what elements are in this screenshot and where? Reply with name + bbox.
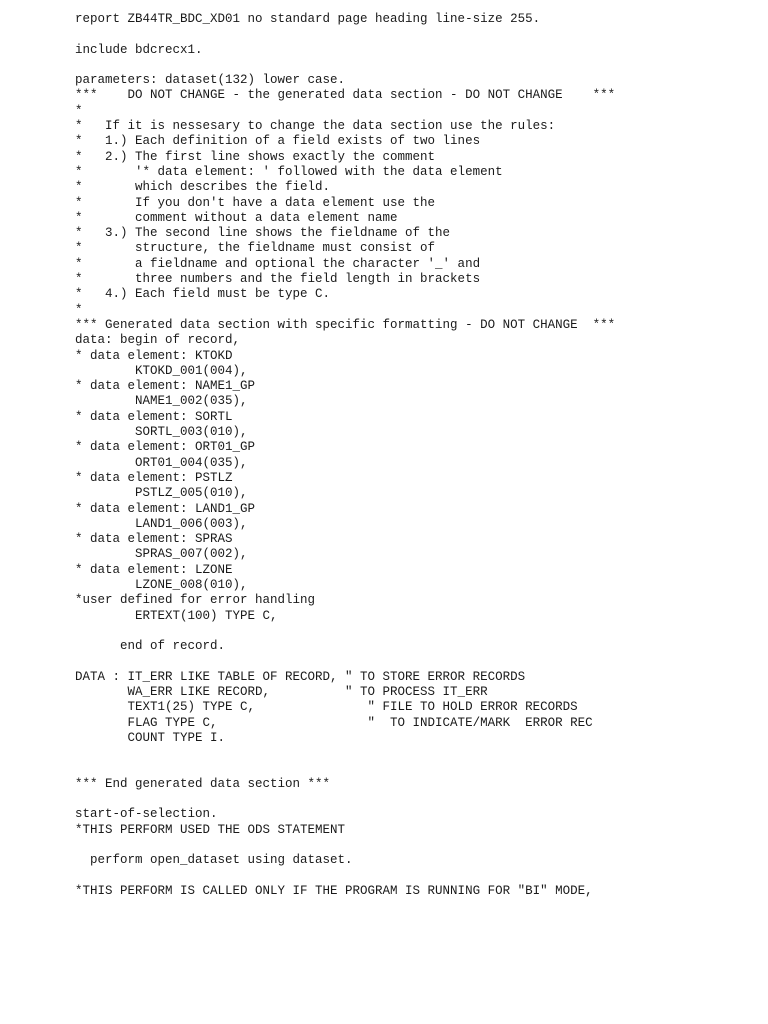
code-line: perform open_dataset using dataset. [75,853,353,868]
code-line: report ZB44TR_BDC_XD01 no standard page heading line-size 255. [75,12,541,26]
code-line: * 4.) Each field must be type C. [75,287,331,302]
code-line: * structure, the fieldname must consist of [75,241,436,256]
code-line: ERTEXT(100) TYPE C, [75,608,278,623]
code-line: * data element: ORT01_GP [75,440,256,455]
code-line: * 3.) The second line shows the fieldname of the [75,226,451,241]
code-line: * data element: KTOKD [75,348,233,363]
code-line: SPRAS_007(002), [75,547,248,562]
code-line: * data element: SPRAS [75,532,233,547]
code-line: * data element: SORTL [75,409,233,424]
code-line [75,746,755,761]
code-line: KTOKD_001(004), [75,363,248,378]
code-line: *** DO NOT CHANGE - the generated data section - DO NOT CHANGE *** [75,88,616,103]
code-line: * If it is nessesary to change the data section use the rules: [75,119,556,134]
code-line [75,27,755,42]
code-line [75,762,755,777]
code-line: *** End generated data section *** [75,776,331,791]
code-line: data: begin of record, [75,333,241,348]
code-line: parameters: dataset(132) lower case. [75,73,346,88]
code-line: LZONE_008(010), [75,577,248,592]
code-line: * [75,103,83,118]
code-line [75,624,755,639]
code-line: * If you don't have a data element use the [75,195,436,210]
code-line [75,58,755,73]
code-line: * [75,302,83,317]
code-line: COUNT TYPE I. [75,730,226,745]
code-listing [75,12,755,899]
code-line: ORT01_004(035), [75,455,248,470]
code-line: * which describes the field. [75,180,331,195]
code-line: *user defined for error handling [75,593,316,608]
code-line: TEXT1(25) TYPE C, " FILE TO HOLD ERROR RECORDS [75,700,578,715]
code-line: start-of-selection. [75,807,218,822]
code-line: * '* data element: ' followed with the data element [75,164,503,179]
code-line [75,869,755,884]
code-line: * data element: LZONE [75,562,233,577]
code-line: end of record. [75,639,226,654]
code-line: NAME1_002(035), [75,394,248,409]
code-line: *THIS PERFORM USED THE ODS STATEMENT [75,822,346,837]
code-line [75,654,755,669]
code-line: FLAG TYPE C, " TO INDICATE/MARK ERROR REC [75,715,593,730]
code-line: *THIS PERFORM IS CALLED ONLY IF THE PROGRAM IS RUNNING FOR "BI" MODE, [75,883,593,898]
code-line: * a fieldname and optional the character '_' and [75,256,481,271]
code-line: DATA : IT_ERR LIKE TABLE OF RECORD, " TO STORE ERROR RECORDS [75,669,526,684]
code-line: PSTLZ_005(010), [75,486,248,501]
code-line: * data element: NAME1_GP [75,379,256,394]
code-line: include bdcrecx1. [75,42,203,57]
code-line: *** Generated data section with specific formatting - DO NOT CHANGE *** [75,317,616,332]
code-line [75,838,755,853]
code-line: * data element: PSTLZ [75,470,233,485]
code-line: * data element: LAND1_GP [75,501,256,516]
code-line: * 2.) The first line shows exactly the comment [75,149,436,164]
code-line: LAND1_006(003), [75,516,248,531]
code-line: SORTL_003(010), [75,425,248,440]
code-line: * three numbers and the field length in brackets [75,272,481,287]
code-line: * 1.) Each definition of a field exists of two lines [75,134,481,149]
code-line: * comment without a data element name [75,210,398,225]
code-line: WA_ERR LIKE RECORD, " TO PROCESS IT_ERR [75,685,488,700]
code-line [75,792,755,807]
